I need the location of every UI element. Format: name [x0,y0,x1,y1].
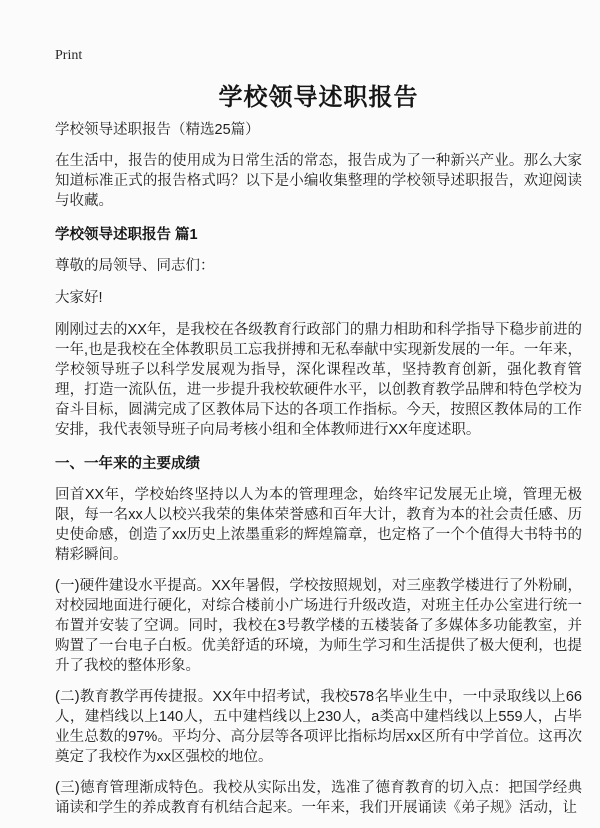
achievement-item-2: (二)教育教学再传捷报。XX年中招考试，我校578名毕业生中，一中录取线以上66人，建档线以上140人，五中建档线以上230人，a类高中建档线以上559人，占毕业生总数的97%。平均分、高分层等各项评比指标均居xx区所有中学首位。这再次奠定了我校作为xx区强校的地位。 [55,689,582,765]
page-title: 学校领导述职报告 [218,84,419,111]
intro-paragraph: 在生活中，报告的使用成为日常生活的常态，报告成为了一种新兴产业。那么大家知道标准正式的报告格式吗？以下是小编收集整理的学校领导述职报告，欢迎阅读与收藏。 [55,153,582,209]
greeting-line: 大家好! [55,290,103,306]
salutation-line: 尊敬的局领导、同志们： [55,258,215,274]
document-subtitle: 学校领导述职报告（精选25篇） [55,122,260,138]
opening-paragraph: 刚刚过去的XX年，是我校在各级教育行政部门的鼎力相助和科学指导下稳步前进的一年,也是我校在全体教职员工忘我拼搏和无私奉献中实现新发展的一年。一年来，学校领导班子以科学发展观为指导，深化课程改革，坚持教育创新，强化教育管理，打造一流队伍，进一步提升我校软硬件水平，以创教育教学品牌和特色学校为奋斗目标，圆满完成了区教体局下达的各项工作指标。今天，按照区教体局的工作安排，我代表领导班子向局考核小组和全体教师进行XX年度述职。 [55,322,582,438]
document-content [55,46,582,818]
review-paragraph: 回首XX年，学校始终坚持以人为本的管理理念，始终牢记发展无止境，管理无极限，每一名xx人以校兴我荣的集体荣誉感和百年大计，教育为本的社会责任感、历史使命感，创造了xx历史上浓墨重彩的辉煌篇章，也定格了一个个值得大书特书的精彩瞬间。 [55,487,582,563]
section1-heading: 学校领导述职报告 篇1 [55,227,198,243]
achievement-item-1: (一)硬件建设水平提高。XX年暑假，学校按照规划，对三座教学楼进行了外粉刷，对校园地面进行硬化，对综合楼前小广场进行升级改造，对班主任办公室进行统一布置并安装了空调。同时，我校在3号教学楼的五楼装备了多媒体多功能教室，并购置了一台电子白板。优美舒适的环境，为师生学习和生活提供了极大便利，也提升了我校的整体形象。 [55,578,582,674]
print-button[interactable]: Print [55,48,83,63]
achievement-item-3: (三)德育管理渐成特色。我校从实际出发，选准了德育教育的切入点：把国学经典诵读和学生的养成教育有机结合起来。一年来，我们开展诵读《弟子规》活动，让 [55,780,582,816]
part1-heading: 一、一年来的主要成绩 [55,456,200,472]
